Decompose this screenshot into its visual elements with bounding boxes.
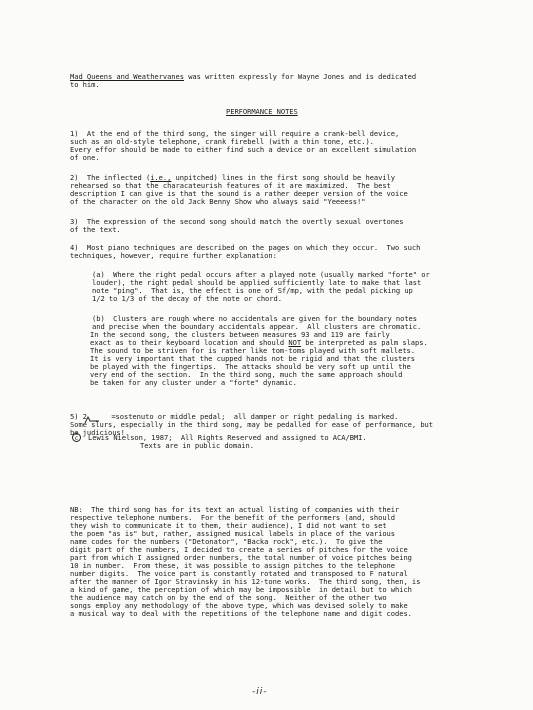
- dedication-line-1: Mad Queens and Weathervanes was written expressly for Wayne Jones and is dedicated: [70, 72, 417, 81]
- dedication-title: Mad Queens and Weathervanes: [70, 72, 184, 81]
- performance-notes-heading: PERFORMANCE NOTES: [226, 107, 298, 116]
- document-page: Mad Queens and Weathervanes was written expressly for Wayne Jones and is dedicated to him. PERFORMANCE NOTES 1) At the end of the third song, the singer will require a crank-bell device, such as an old-style telephone, crank firebell (with a thin tone, etc.). Every effor should be made to either find such a device or an excellent simulation of one. 2) The inflected (i.e., unpitched) lines in the first song should be heavily rehearsed so that the characateurish features of it are maximized. The best description I can give is that the sound is a rather deeper version of the voice of the character on the old Jack Benny Show who always said "Yeeeess!" 3) The expression of the second song should match the overtly sexual overtones of the text. 4) Most piano techniques are described on the pages on which they occur. Two such techniques, however, require further explanation: (a) Where the right pedal occurs after a played note (usually marked "forte" or louder), the right pedal should be applied sufficiently late to make that last note "ping". That is, the effect is one of Sf/mp, with the pedal picking up 1/2 to 1/3 of the decay of the note or chord. (b) Clusters are rough where no accidentals are given for the boundary notes and precise when the boundary accidentals appear. All clusters are chromatic. In the second song, the clusters between measures 93 and 119 are fairly exact as to their keyboard location and should NOT be interpreted as palm slaps. The sound to be striven for is rather like tom-toms played with soft mallets. It is very important that the cupped hands not be rigid and that the clusters be played with the fingertips. The attacks should be very soft up until the very end of the section. In the third song, much the same approach should be taken for any cluster under a "forte" dynamic. 5) 2. =sostenuto or middle pedal; all damper or right pedaling is marked. Some slurs, especially in the third song, may be pedalled for ease of performance, but be judicious! c Lewis Nielson, 1987; All Rights Reserved and assigned to ACA/BMI. Texts are in public domain. NB: The third song has for its text an actual listing of companies with their respective telephone numbers. For the benefit of the performers (and, should they wish to communicate it to them, their audience), I did not want to set the poem "as is" but, rather, assigned musical labels in place of the various name codes for the numbers ("Detonator", "Backa rock", etc.). To give the digit part of the numbers, I decided to create a series of pitches for the voice part from which I assigned order numbers, the total number of voice pitches being 10 in number. From these, it was possible to assign pitches to the telephone number digits. The voice part is constantly rotated and transposed to F natural after the manner of Igor Stravinsky in his 12-tone works. The third song, then, is a kind of game, the perception of which may be impossible in detail but to which the audience may catch on by the end of the song. Neither of the other two songs employ any methodology of the above type, which was devised solely to make a musical way to deal with the repetitions of the telephone name and digit codes. -ii-: [70, 72, 433, 697]
- dedication-line-2: to him.: [70, 80, 100, 89]
- page-number: -ii-: [252, 687, 268, 697]
- copyright-icon: c: [72, 433, 81, 442]
